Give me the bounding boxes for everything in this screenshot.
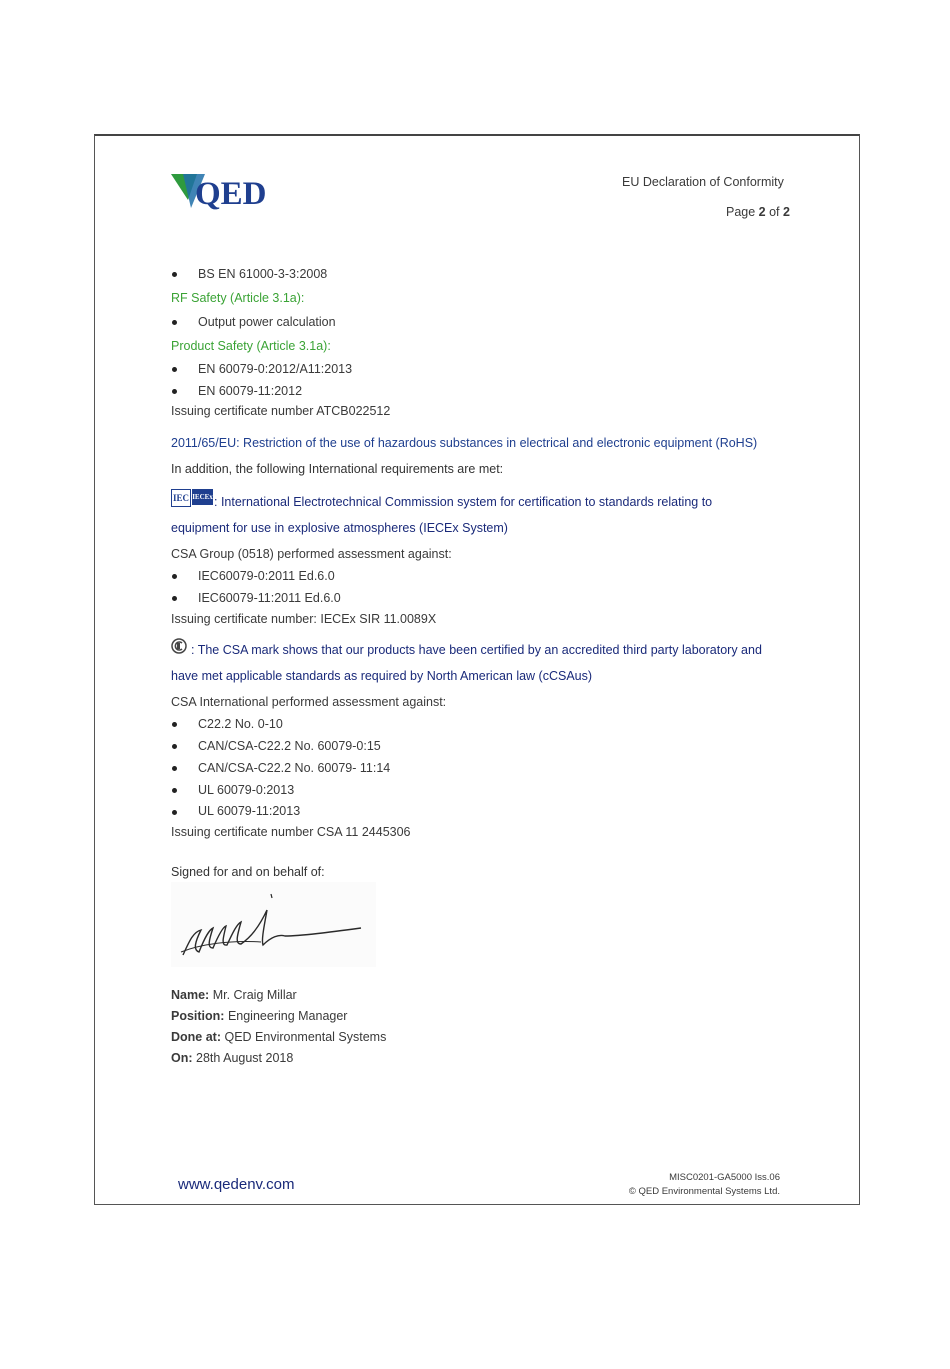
list-item: IEC60079-11:2011 Ed.6.0 [198, 591, 341, 605]
bullet [172, 389, 177, 394]
bullet [172, 574, 177, 579]
list-item: EN 60079-0:2012/A11:2013 [198, 362, 353, 376]
footer-url-link[interactable]: www.qedenv.com [178, 1176, 295, 1193]
date-line: On: 28th August 2018 [171, 1051, 294, 1065]
position-line: Position: Engineering Manager [171, 1009, 348, 1023]
bullet [172, 788, 177, 793]
iecex-line-1: : International Electrotechnical Commission system for certification to standards relating to [214, 495, 713, 509]
csa-mark-line-2: have met applicable standards as required by North American law (cCSAus) [171, 669, 593, 683]
iecex-logo: IECEx [192, 489, 213, 505]
doc-title: EU Declaration of Conformity [622, 175, 784, 189]
list-item: C22.2 No. 0-10 [198, 717, 283, 731]
bullet [172, 810, 177, 815]
copyright: © QED Environmental Systems Ltd. [628, 1186, 780, 1197]
rf-heading: RF Safety (Article 3.1a): [171, 291, 305, 305]
list-item: UL 60079-0:2013 [198, 783, 295, 797]
bullet [172, 744, 177, 749]
doc-code: MISC0201-GA5000 Iss.06 [669, 1172, 780, 1183]
bullet [172, 320, 177, 325]
page-number: Page 2 of 2 [726, 205, 790, 219]
logo-text: QED [195, 176, 267, 212]
done-at-line: Done at: QED Environmental Systems [171, 1030, 387, 1044]
list-item: UL 60079-11:2013 [198, 804, 301, 818]
signature-image [171, 882, 376, 967]
qed-logo [171, 170, 286, 215]
csa-mark-icon [171, 638, 187, 654]
list-item: CAN/CSA-C22.2 No. 60079- 11:14 [198, 761, 391, 775]
iecex-cert: Issuing certificate number: IECEx SIR 11.0089X [171, 612, 437, 626]
bullet [172, 272, 177, 277]
bullet [172, 367, 177, 372]
product-cert: Issuing certificate number ATCB022512 [171, 404, 391, 418]
list-item: IEC60079-0:2011 Ed.6.0 [198, 569, 335, 583]
list-item: EN 60079-11:2012 [198, 384, 303, 398]
signed-for: Signed for and on behalf of: [171, 865, 325, 879]
list-item: Output power calculation [198, 315, 336, 329]
csa-mark-line-1: : The CSA mark shows that our products have been certified by an accredited third party laboratory and [191, 643, 762, 657]
name-line: Name: Mr. Craig Millar [171, 988, 297, 1002]
bullet [172, 722, 177, 727]
intl-intro: In addition, the following International requirements are met: [171, 462, 504, 476]
list-item: BS EN 61000-3-3:2008 [198, 267, 328, 281]
csa-intl-line: CSA International performed assessment against: [171, 695, 447, 709]
list-item: CAN/CSA-C22.2 No. 60079-0:15 [198, 739, 381, 753]
iec-logo: IEC [171, 489, 191, 507]
csa-cert: Issuing certificate number CSA 11 2445306 [171, 825, 411, 839]
product-heading: Product Safety (Article 3.1a): [171, 339, 331, 353]
iecex-line-2: equipment for use in explosive atmospheres (IECEx System) [171, 521, 508, 535]
rohs-line: 2011/65/EU: Restriction of the use of hazardous substances in electrical and electronic equipment (RoHS) [171, 436, 758, 450]
bullet [172, 766, 177, 771]
bullet [172, 596, 177, 601]
csa-group-line: CSA Group (0518) performed assessment against: [171, 547, 452, 561]
